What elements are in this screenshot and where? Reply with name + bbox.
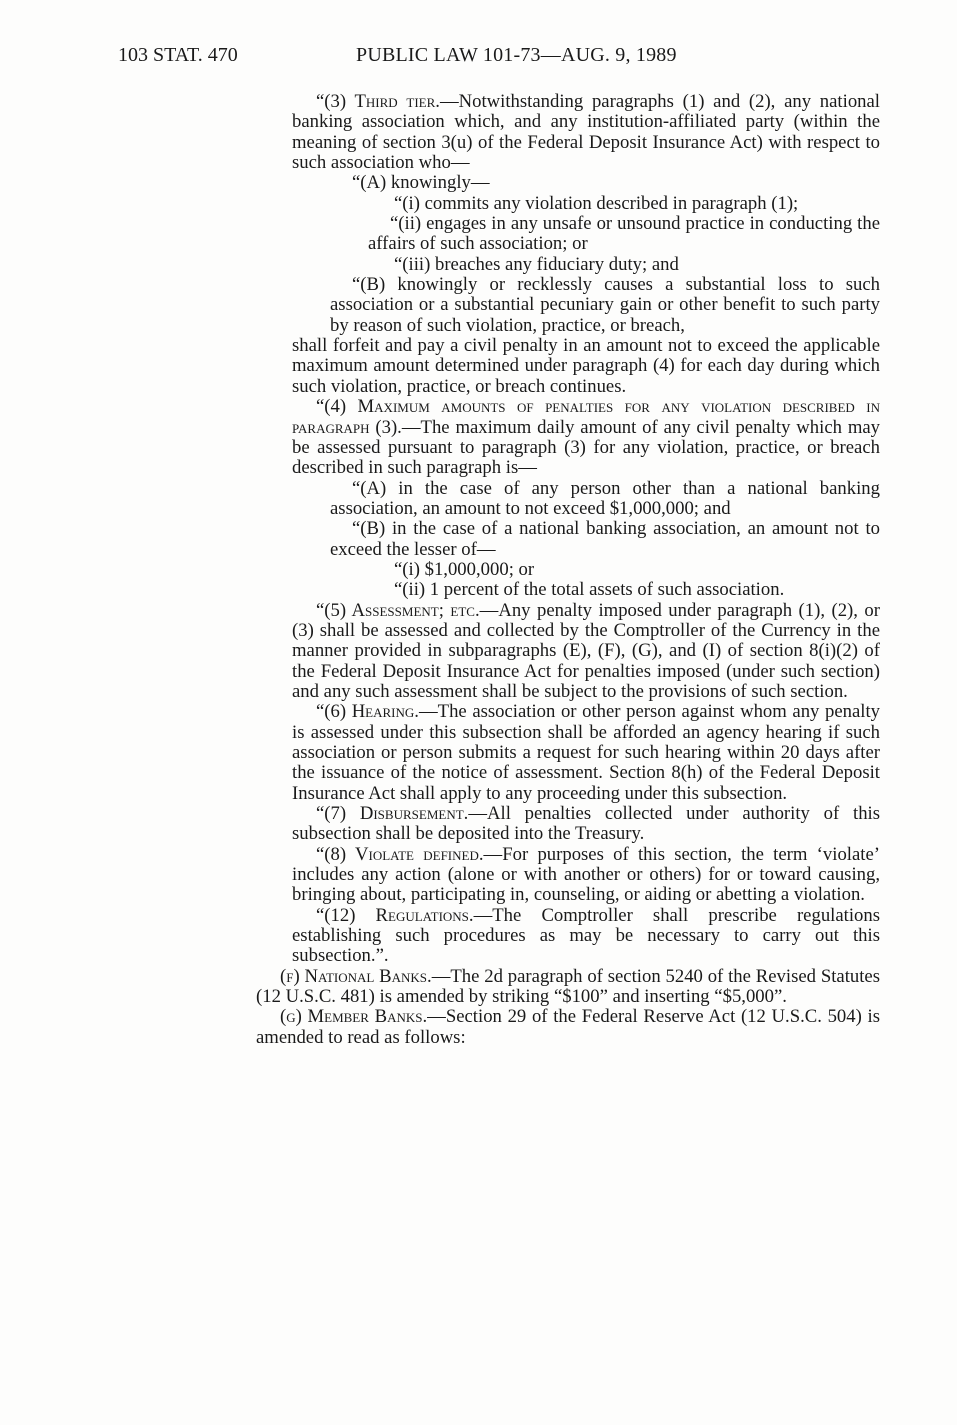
running-title: PUBLIC LAW 101-73—AUG. 9, 1989 [356,44,677,66]
paragraph-text: —Notwithstanding paragraphs (1) and (2), any national banking association which, and any institution-affiliated party (within the meaning of section 3(u) of the Federal Deposit Insurance Act) with respect to such association who— [292,91,880,174]
paragraph-heading: “(8) Violate defined. [316,843,484,865]
clause-4b-i [256,560,880,580]
paragraph-text: —All penalties collected under authority of this subsection shall be deposited into the Treasury. [292,803,881,845]
clause-i [256,194,880,214]
paragraph-heading: “(7) Disbursement. [316,803,469,825]
subparagraph-b [256,275,880,336]
page-reference: 103 STAT. 470 [118,44,238,66]
paragraph-heading: “(3) Third tier. [316,91,440,112]
statute-body [256,92,880,1048]
penalty-clause [256,336,880,397]
paragraph-text: —The 2d paragraph of section 5240 of the Revised Statutes (12 U.S.C. 481) is amended by striking “$100” and inserting “$5,000”. [256,965,880,1008]
paragraph-heading: (g) Member Banks. [280,1006,428,1028]
paragraph-12-regulations [256,906,880,967]
subparagraph-4a [256,479,880,520]
subparagraph-a-knowingly [256,173,880,193]
paragraph-text: —The association or other person against whom any penalty is assessed under this subsection shall be afforded an agency hearing if such association or person submits a request for such hearing within 20 days after the issuance of the notice of assessment. Section 8(h) of the Federal Deposit Insurance Act shall apply to any proceeding under this subsection. [292,701,881,804]
paragraph-8-violate-defined [256,845,880,906]
paragraph-text: shall forfeit and pay a civil penalty in an amount not to exceed the applicable maximum amount determined under paragraph (4) for each day during which such violation, practice, or breach continues. [292,335,880,397]
paragraph-text: —The Comptroller shall prescribe regulations establishing such procedures as may be necessary to carry out this subsection.”. [292,904,880,967]
paragraph-heading: “(12) Regulations. [316,904,474,926]
subsection-g-member-banks [256,1007,880,1048]
paragraph-text: “(ii) 1 percent of the total assets of such association. [394,579,785,601]
paragraph-text: “(A) in the case of any person other than a national banking association, an amount to not exceed $1,000,000; and [330,477,880,519]
paragraph-text: “(i) $1,000,000; or [394,558,535,580]
clause-4b-ii [256,580,880,600]
paragraph-7-disbursement [256,804,880,845]
paragraph-text: —For purposes of this section, the term ‘violate’ includes any action (alone or with another or others) for or toward causing, bringing about, participating in, counseling, or aiding or abetting a violation. [292,843,880,906]
running-head [118,44,878,74]
paragraph-text: —The maximum daily amount of any civil penalty which may be assessed pursuant to paragraph (3) for any violation, practice, or breach described in such paragraph is— [292,416,880,479]
paragraph-text: “(B) in the case of a national banking association, an amount not to exceed the lesser of— [330,518,880,560]
paragraph-text: “(A) knowingly— [352,172,490,194]
clause-ii [252,214,880,255]
paragraph-5-assessment [256,601,880,703]
paragraph-text: “(iii) breaches any fiduciary duty; and [394,253,679,275]
paragraph-text: “(ii) engages in any unsafe or unsound practice in conducting the affairs of such association; or [368,213,880,255]
paragraph-heading: (f) National Banks. [280,965,432,987]
paragraph-text: “(i) commits any violation described in paragraph (1); [394,192,799,214]
clause-iii [256,255,880,275]
paragraph-4-maximum-amounts [256,397,880,478]
paragraph-3-third-tier [256,92,880,173]
paragraph-text: —Section 29 of the Federal Reserve Act (12 U.S.C. 504) is amended to read as follows: [256,1006,880,1048]
paragraph-heading: “(4) Maximum amounts of penalties for any violation described in paragraph (3). [292,396,880,438]
paragraph-6-hearing [256,702,880,804]
paragraph-heading: “(5) Assessment; etc. [316,599,480,621]
subparagraph-4b [256,519,880,560]
paragraph-text: —Any penalty imposed under paragraph (1), (2), or (3) shall be assessed and collected by the Comptroller of the Currency in the manner provided in subparagraphs (E), (F), (G), and (I) of section 8(i)(2) of the Federal Deposit Insurance Act for penalties imposed (under such section) and any such assessment shall be subject to the provisions of such section. [292,599,880,702]
subsection-f-national-banks [256,967,880,1008]
paragraph-heading: “(6) Hearing. [316,701,419,723]
paragraph-text: “(B) knowingly or recklessly causes a substantial loss to such association or a substantial pecuniary gain or other benefit to such party by reason of such violation, practice, or breach, [330,274,880,336]
